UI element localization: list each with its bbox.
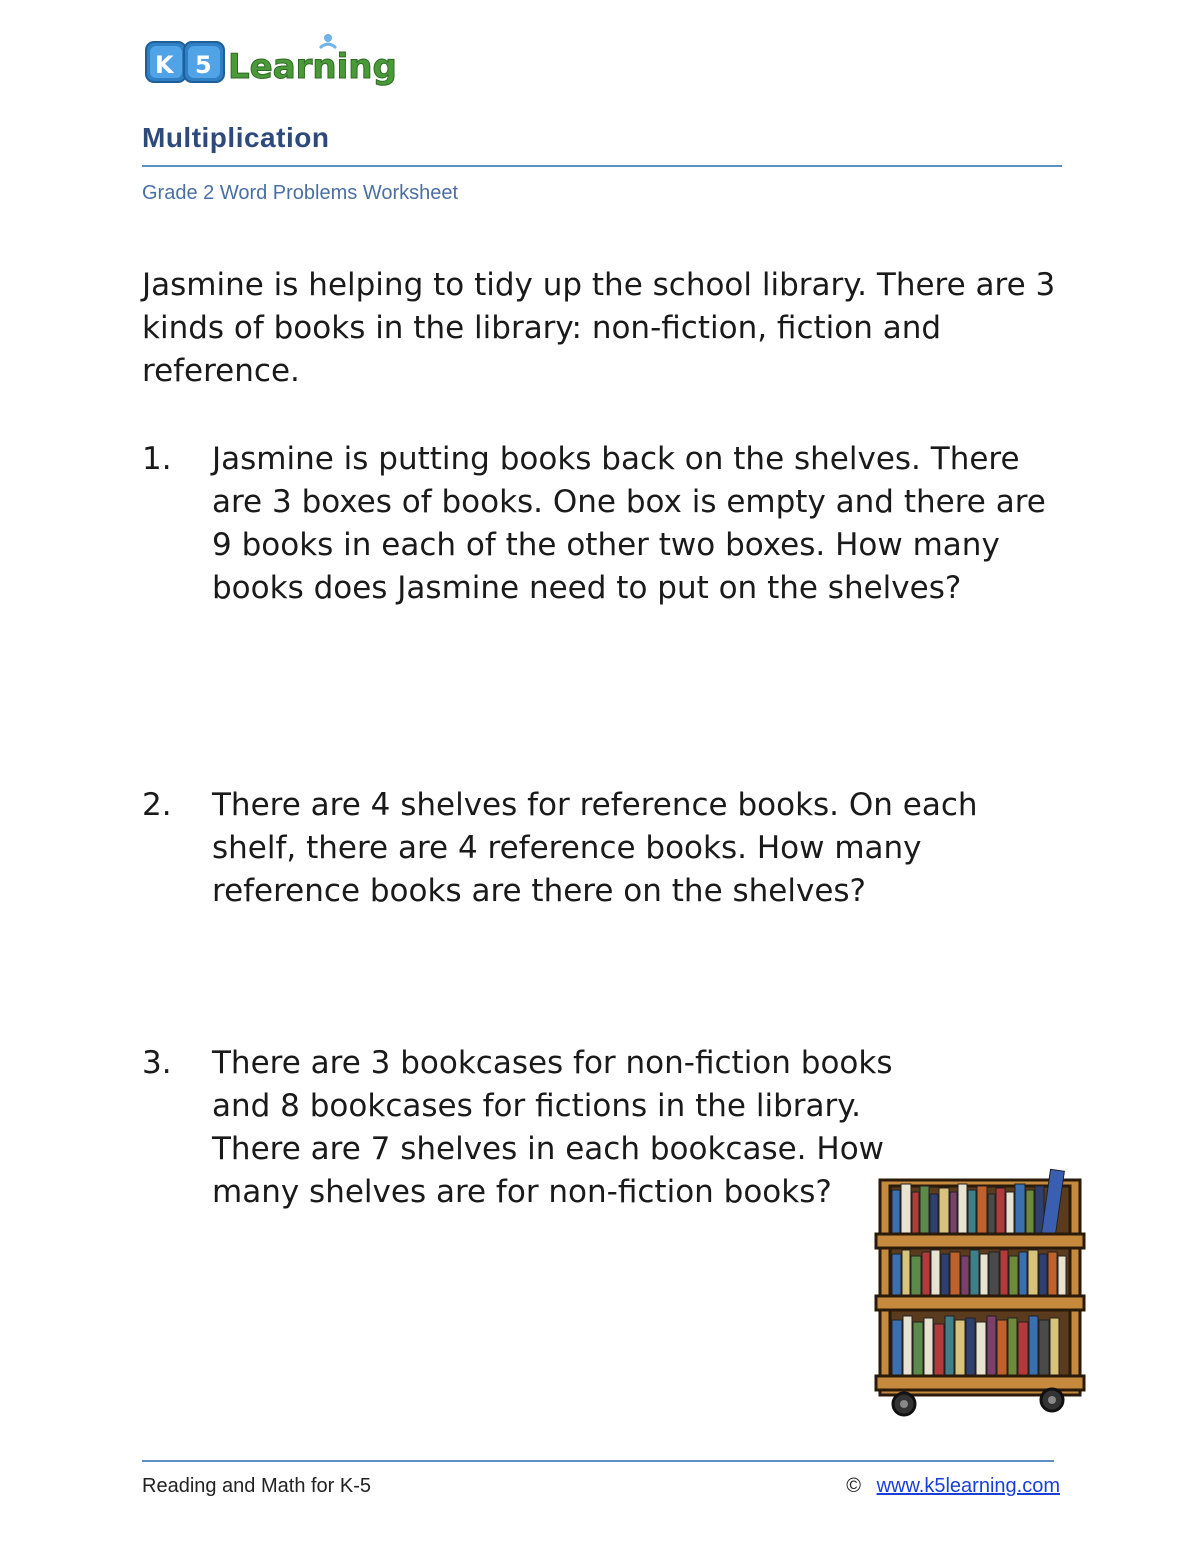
- problem-number: 1.: [142, 441, 172, 477]
- problem-number: 2.: [142, 787, 172, 823]
- problem-number: 3.: [142, 1045, 172, 1081]
- svg-text:5: 5: [195, 51, 212, 79]
- problem-1: [142, 438, 1062, 610]
- copyright-symbol: ©: [846, 1475, 862, 1497]
- intro-paragraph: Jasmine is helping to tidy up the school library. There are 3 kinds of books in the library: non-fiction, fiction and reference.: [142, 267, 1056, 389]
- k5-learning-logo: [142, 28, 402, 92]
- bookcase-on-wheels-icon: [868, 1150, 1093, 1420]
- footer-copyright: [846, 1475, 1060, 1498]
- problem-2: [142, 784, 1062, 913]
- footer-tagline: Reading and Math for K-5: [142, 1475, 372, 1497]
- problem-text: There are 4 shelves for reference books. On each shelf, there are 4 reference books. How many reference books are there on the shelves?: [212, 787, 978, 909]
- svg-text:Learning: Learning: [228, 47, 397, 87]
- page-subtitle: Grade 2 Word Problems Worksheet: [142, 182, 459, 204]
- footer-divider: [142, 1460, 1054, 1462]
- page-title: Multiplication: [142, 122, 330, 153]
- problem-text: There are 3 bookcases for non-fiction books and 8 bookcases for fictions in the library. There are 7 shelves in each bookcase. How many shelves are for non-fiction books?: [212, 1045, 893, 1210]
- problem-text: Jasmine is putting books back on the shelves. There are 3 boxes of books. One box is empty and there are 9 books in each of the other two boxes. How many books does Jasmine need to put on the shelves?: [212, 441, 1046, 606]
- svg-text:K: K: [155, 51, 174, 79]
- header-divider: [142, 165, 1062, 167]
- k5learning-link[interactable]: www.k5learning.com: [876, 1475, 1060, 1497]
